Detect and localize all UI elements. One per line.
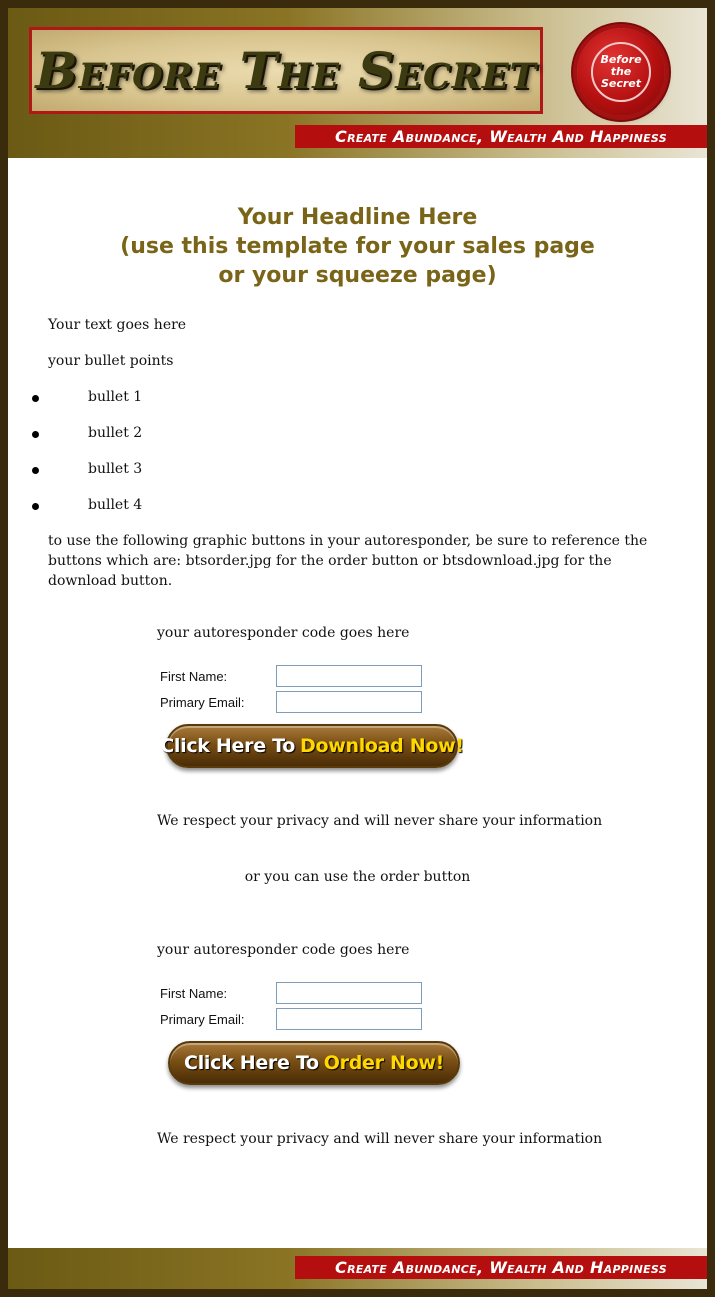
bullets-intro: your bullet points (48, 353, 174, 369)
autoresponder-note: your autoresponder code goes here (157, 625, 410, 641)
bullet-text: bullet 1 (88, 389, 143, 405)
page-headline (8, 203, 707, 290)
privacy-note: We respect your privacy and will never share your information (157, 813, 603, 829)
bullet-text: bullet 3 (88, 461, 143, 477)
intro-text: Your text goes here (48, 317, 187, 333)
buttons-note: to use the following graphic buttons in your autoresponder, be sure to reference the buttons which are: btsorder.jpg for the order button or btsdownload.jpg for the download button. (48, 533, 648, 589)
first-name-label: First Name: (160, 669, 228, 684)
seal-line: Secret (600, 77, 642, 90)
email-field[interactable] (276, 1008, 422, 1030)
email-label: Primary Email: (160, 695, 245, 710)
header-tagline: Create Abundance, Wealth And Happiness (295, 125, 707, 148)
headline-line: (use this template for your sales page (120, 234, 595, 259)
logo-banner (29, 27, 543, 114)
bullet-icon (32, 503, 39, 510)
site-header (8, 8, 707, 158)
headline-line: or your squeeze page) (218, 263, 497, 288)
list-item (8, 425, 308, 445)
email-label: Primary Email: (160, 1012, 245, 1027)
button-text-yellow: Order Now! (323, 1052, 444, 1074)
footer-tagline: Create Abundance, Wealth And Happiness (295, 1256, 707, 1279)
email-field[interactable] (276, 691, 422, 713)
order-now-button[interactable] (168, 1041, 460, 1085)
bullet-icon (32, 395, 39, 402)
seal-text (591, 42, 651, 102)
bullet-text: bullet 4 (88, 497, 143, 513)
first-name-field[interactable] (276, 982, 422, 1004)
privacy-note: We respect your privacy and will never share your information (157, 1131, 603, 1147)
seal-line: Before (600, 53, 642, 66)
page-frame (8, 8, 707, 1289)
first-name-label: First Name: (160, 986, 228, 1001)
bullet-icon (32, 431, 39, 438)
wax-seal-icon (577, 28, 665, 116)
bullet-text: bullet 2 (88, 425, 143, 441)
autoresponder-note: your autoresponder code goes here (157, 942, 410, 958)
list-item (8, 461, 308, 481)
first-name-field[interactable] (276, 665, 422, 687)
button-text-yellow: Download Now! (299, 735, 464, 757)
headline-line: Your Headline Here (237, 205, 478, 230)
download-now-button[interactable] (160, 724, 464, 768)
button-text-white: Click Here To (160, 735, 295, 757)
list-item (8, 389, 308, 409)
bullet-icon (32, 467, 39, 474)
logo-text: Before The Secret (35, 41, 537, 100)
or-order-text: or you can use the order button (244, 869, 471, 885)
site-footer (8, 1248, 707, 1289)
list-item (8, 497, 308, 517)
button-text-white: Click Here To (184, 1052, 319, 1074)
seal-line: the (610, 65, 632, 78)
